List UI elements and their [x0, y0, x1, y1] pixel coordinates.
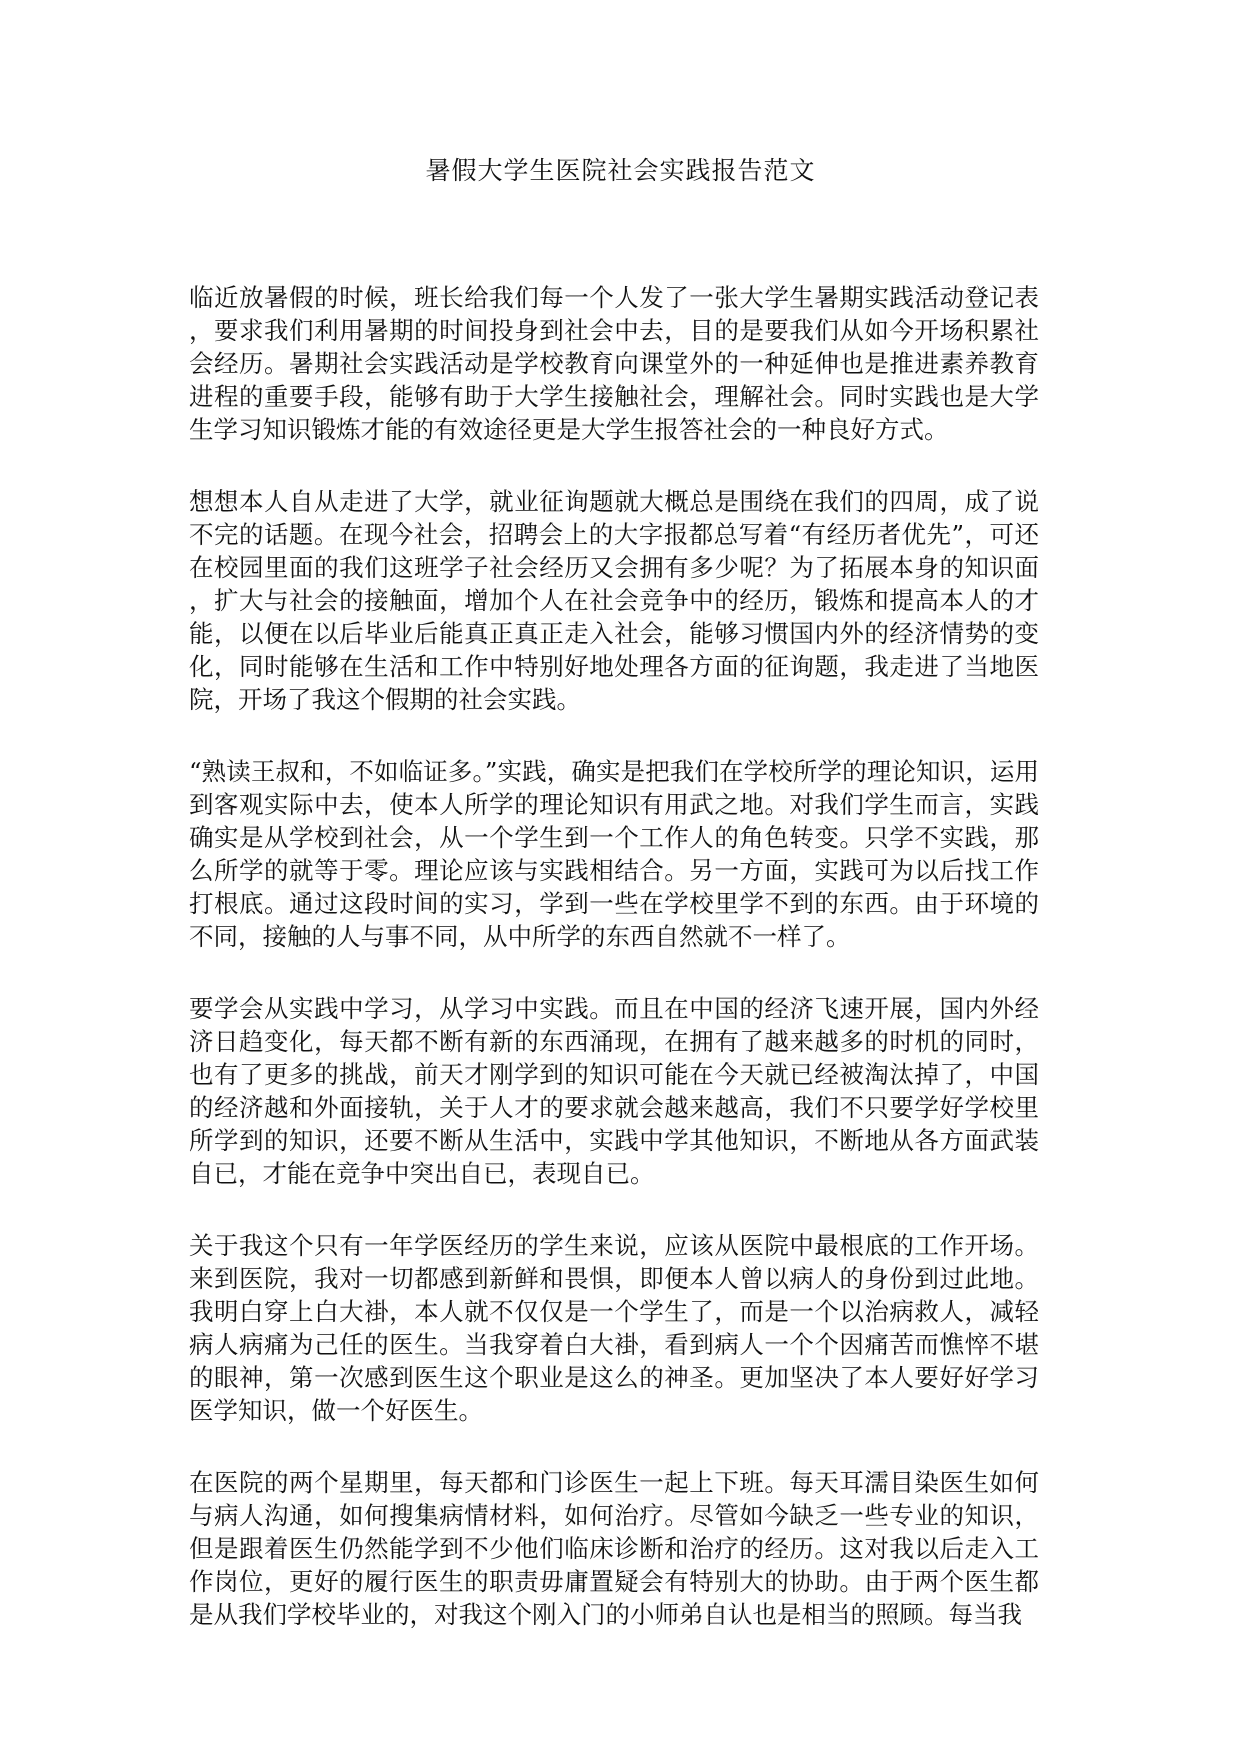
document-title: 暑假大学生医院社会实践报告范文 [425, 156, 816, 185]
paragraph: 想想本人自从走进了大学，就业征询题就大概总是围绕在我们的四周，成了说不完的话题。在现今社会，招聘会上的大字报都总写着“有经历者优先”，可还在校园里面的我们这班学子社会经历又会拥有多少呢？为了拓展本身的知识面，扩大与社会的接触面，增加个人在社会竞争中的经历，锻炼和提高本人的才能，以便在以后毕业后能真正真正走入社会，能够习惯国内外的经济情势的变化，同时能够在生活和工作中特别好地处理各方面的征询题，我走进了当地医院，开场了我这个假期的社会实践。 [189, 487, 1039, 714]
document-body [189, 281, 1039, 1670]
paragraph: 要学会从实践中学习，从学习中实践。而且在中国的经济飞速开展，国内外经济日趋变化，每天都不断有新的东西涌现，在拥有了越来越多的时机的同时，也有了更多的挑战，前天才刚学到的知识可能在今天就已经被淘汰掉了，中国的经济越和外面接轨，关于人才的要求就会越来越高，我们不只要学好学校里所学到的知识，还要不断从生活中，实践中学其他知识，不断地从各方面武装自已，才能在竞争中突出自已，表现自已。 [189, 994, 1039, 1188]
paragraph: 关于我这个只有一年学医经历的学生来说，应该从医院中最根底的工作开场。来到医院，我对一切都感到新鲜和畏惧，即便本人曾以病人的身份到过此地。我明白穿上白大褂，本人就不仅仅是一个学生了，而是一个以治病救人，减轻病人病痛为己任的医生。当我穿着白大褂，看到病人一个个因痛苦而憔悴不堪的眼神，第一次感到医生这个职业是这么的神圣。更加坚决了本人要好好学习医学知识，做一个好医生。 [189, 1231, 1039, 1425]
paragraph: “熟读王叔和，不如临证多。”实践，确实是把我们在学校所学的理论知识，运用到客观实际中去，使本人所学的理论知识有用武之地。对我们学生而言，实践确实是从学校到社会，从一个学生到一个工作人的角色转变。只学不实践，那么所学的就等于零。理论应该与实践相结合。另一方面，实践可为以后找工作打根底。通过这段时间的实习，学到一些在学校里学不到的东西。由于环境的不同，接触的人与事不同，从中所学的东西自然就不一样了。 [189, 757, 1039, 951]
paragraph: 在医院的两个星期里，每天都和门诊医生一起上下班。每天耳濡目染医生如何与病人沟通，如何搜集病情材料，如何治疗。尽管如今缺乏一些专业的知识，但是跟着医生仍然能学到不少他们临床诊断和治疗的经历。这对我以后走入工作岗位，更好的履行医生的职责毋庸置疑会有特别大的协助。由于两个医生都是从我们学校毕业的，对我这个刚入门的小师弟自认也是相当的照顾。每当我 [189, 1468, 1039, 1629]
paragraph: 临近放暑假的时候，班长给我们每一个人发了一张大学生暑期实践活动登记表，要求我们利用暑期的时间投身到社会中去，目的是要我们从如今开场积累社会经历。暑期社会实践活动是学校教育向课堂外的一种延伸也是推进素养教育进程的重要手段，能够有助于大学生接触社会，理解社会。同时实践也是大学生学习知识锻炼才能的有效途径更是大学生报答社会的一种良好方式。 [189, 283, 1039, 444]
